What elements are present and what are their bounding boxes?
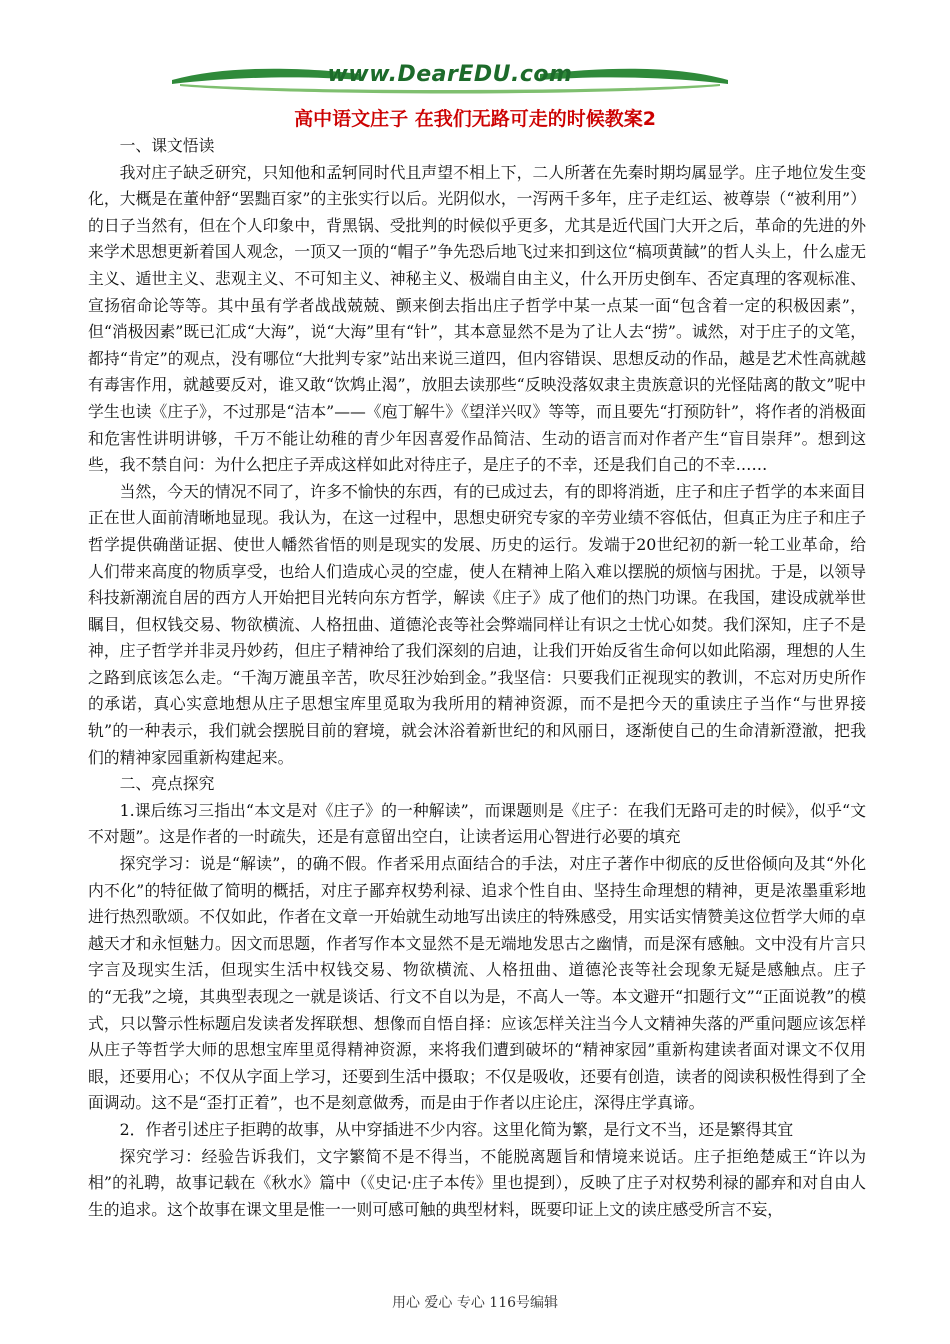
paragraph: 当然，今天的情况不同了，许多不愉快的东西，有的已成过去，有的即将消逝，庄子和庄子哲学的本来面目正在世人面前清晰地显现。我认为，在这一过程中，思想史研究专家的辛劳业绩不容低估，但真正为庄子和庄子哲学提供确凿证据、使世人幡然省悟的则是现实的发展、历史的运行。发端于20世纪初的新一轮工业革命，给人们带来高度的物质享受，也给人们造成心灵的空虚，使人在精神上陷入难以摆脱的烦恼与困扰。于是，以领导科技新潮流自居的西方人开始把目光转向东方哲学，解读《庄子》成了他们的热门功课。在我国，建设成就举世瞩目，但权钱交易、物欲横流、人格扭曲、道德沦丧等社会弊端同样让有识之士忧心如焚。我们深知，庄子不是神，庄子哲学并非灵丹妙药，但庄子精神给了我们深刻的启迪，让我们开始反省生命何以如此陷溺，理想的人生之路到底该怎么走。“千淘万漉虽辛苦，吹尽狂沙始到金。”我坚信：只要我们正视现实的教训，不忘对历史所作的承诺，真心实意地想从庄子思想宝库里觅取为我所用的精神资源，而不是把今天的重读庄子当作“与世界接轨”的一种表示，我们就会摆脱目前的窘境，就会沐浴着新世纪的和风丽日，逐渐使自己的生命清新澄澈，把我们的精神家园重新构建起来。 <box>88 481 866 767</box>
site-banner <box>170 58 730 98</box>
question-1: 1.课后练习三指出“本文是对《庄子》的一种解读”，而课题则是《庄子：在我们无路可走的时候》，似乎“文不对题”。这是作者的一时疏失，还是有意留出空白，让读者运用心智进行必要的填充 <box>88 800 866 847</box>
answer-1: 探究学习：说是“解读”，的确不假。作者采用点面结合的手法，对庄子著作中彻底的反世俗倾向及其“外化内不化”的特征做了简明的概括，对庄子鄙弃权势利禄、追求个性自由、坚持生命理想的精神，更是浓墨重彩地进行热烈歌颂。不仅如此，作者在文章一开始就生动地写出读庄的特殊感受，用实话实情赞美这位哲学大师的卓越天才和永恒魅力。因文而思题，作者写作本文显然不是无端地发思古之幽情，而是深有感触。文中没有片言只字言及现实生活，但现实生活中权钱交易、物欲横流、人格扭曲、道德沦丧等社会现象无疑是感触点。庄子的“无我”之境，其典型表现之一就是谈话、行文不自以为是，不高人一等。本文避开“扣题行文”“正面说教”的模式，只以警示性标题启发读者发挥联想、想像而自悟自择：应该怎样关注当今人文精神失落的严重问题应该怎样从庄子等哲学大师的思想宝库里觅得精神资源，来将我们遭到破坏的“精神家园”重新构建读者面对课文不仅用眼，还要用心；不仅从字面上学习，还要到生活中摄取；不仅是吸收，还要有创造，读者的阅读积极性得到了全面调动。这不是“歪打正着”，也不是刻意做秀，而是由于作者以庄论庄，深得庄学真谛。 <box>88 854 866 1113</box>
answer-2: 探究学习：经验告诉我们，文字繁简不是不得当，不能脱离题旨和情境来说话。庄子拒绝楚威王“许以为相”的礼聘，故事记载在《秋水》篇中（《史记·庄子本传》里也提到），反映了庄子对权势利禄的鄙弃和对自由人生的追求。这个故事在课文里是惟一一则可感可触的典型材料，既要印证上文的读庄感受所言不妄， <box>88 1146 866 1219</box>
banner-site-name[interactable]: www.DearEDU.com <box>327 62 573 87</box>
page-footer: 用心 爱心 专心 116号编辑 <box>391 1295 559 1311</box>
article-body <box>88 133 866 1223</box>
question-2: 2．作者引述庄子拒聘的故事，从中穿插进不少内容。这里化简为繁，是行文不当，还是繁得其宜 <box>119 1119 794 1139</box>
section-heading-2: 二、亮点探究 <box>119 774 215 794</box>
page-title: 高中语文庄子 在我们无路可走的时候教案2 <box>294 108 656 130</box>
section-heading-1: 一、课文悟读 <box>119 136 215 155</box>
paragraph: 我对庄子缺乏研究，只知他和孟轲同时代且声望不相上下，二人所著在先秦时期均属显学。庄子地位发生变化，大概是在董仲舒“罢黜百家”的主张实行以后。光阴似水，一泻两千多年，庄子走红运、被尊崇（“被利用”）的日子当然有，但在个人印象中，背黑锅、受批判的时候似乎更多，尤其是近代国门大开之后，革命的先进的外来学术思想更新着国人观念，一顶又一顶的“帽子”争先恐后地飞过来扣到这位“槁项黄馘”的哲人头上，什么虚无主义、遁世主义、悲观主义、不可知主义、神秘主义、极端自由主义，什么开历史倒车、否定真理的客观标准、宣扬宿命论等等。其中虽有学者战战兢兢、颤来倒去指出庄子哲学中某一点某一面“包含着一定的积极因素”，但“消极因素”既已汇成“大海”，说“大海”里有“针”，其本意显然不是为了让人去“捞”。诚然，对于庄子的文笔，都持“肯定”的观点，没有哪位“大批判专家”站出来说三道四，但内容错误、思想反动的作品，越是艺术性高就越有毒害作用，就越要反对，谁又敢“饮鸩止渴”，放胆去读那些“反映没落奴隶主贵族意识的光怪陆离的散文”呢中学生也读《庄子》，不过那是“洁本”——《庖丁解牛》《望洋兴叹》等等，而且要先“打预防针”，将作者的消极面和危害性讲明讲够，千万不能让幼稚的青少年因喜爱作品简洁、生动的语言而对作者产生“盲目崇拜”。想到这些，我不禁自问：为什么把庄子弄成这样如此对待庄子，是庄子的不幸，还是我们自己的不幸…… <box>88 162 866 475</box>
